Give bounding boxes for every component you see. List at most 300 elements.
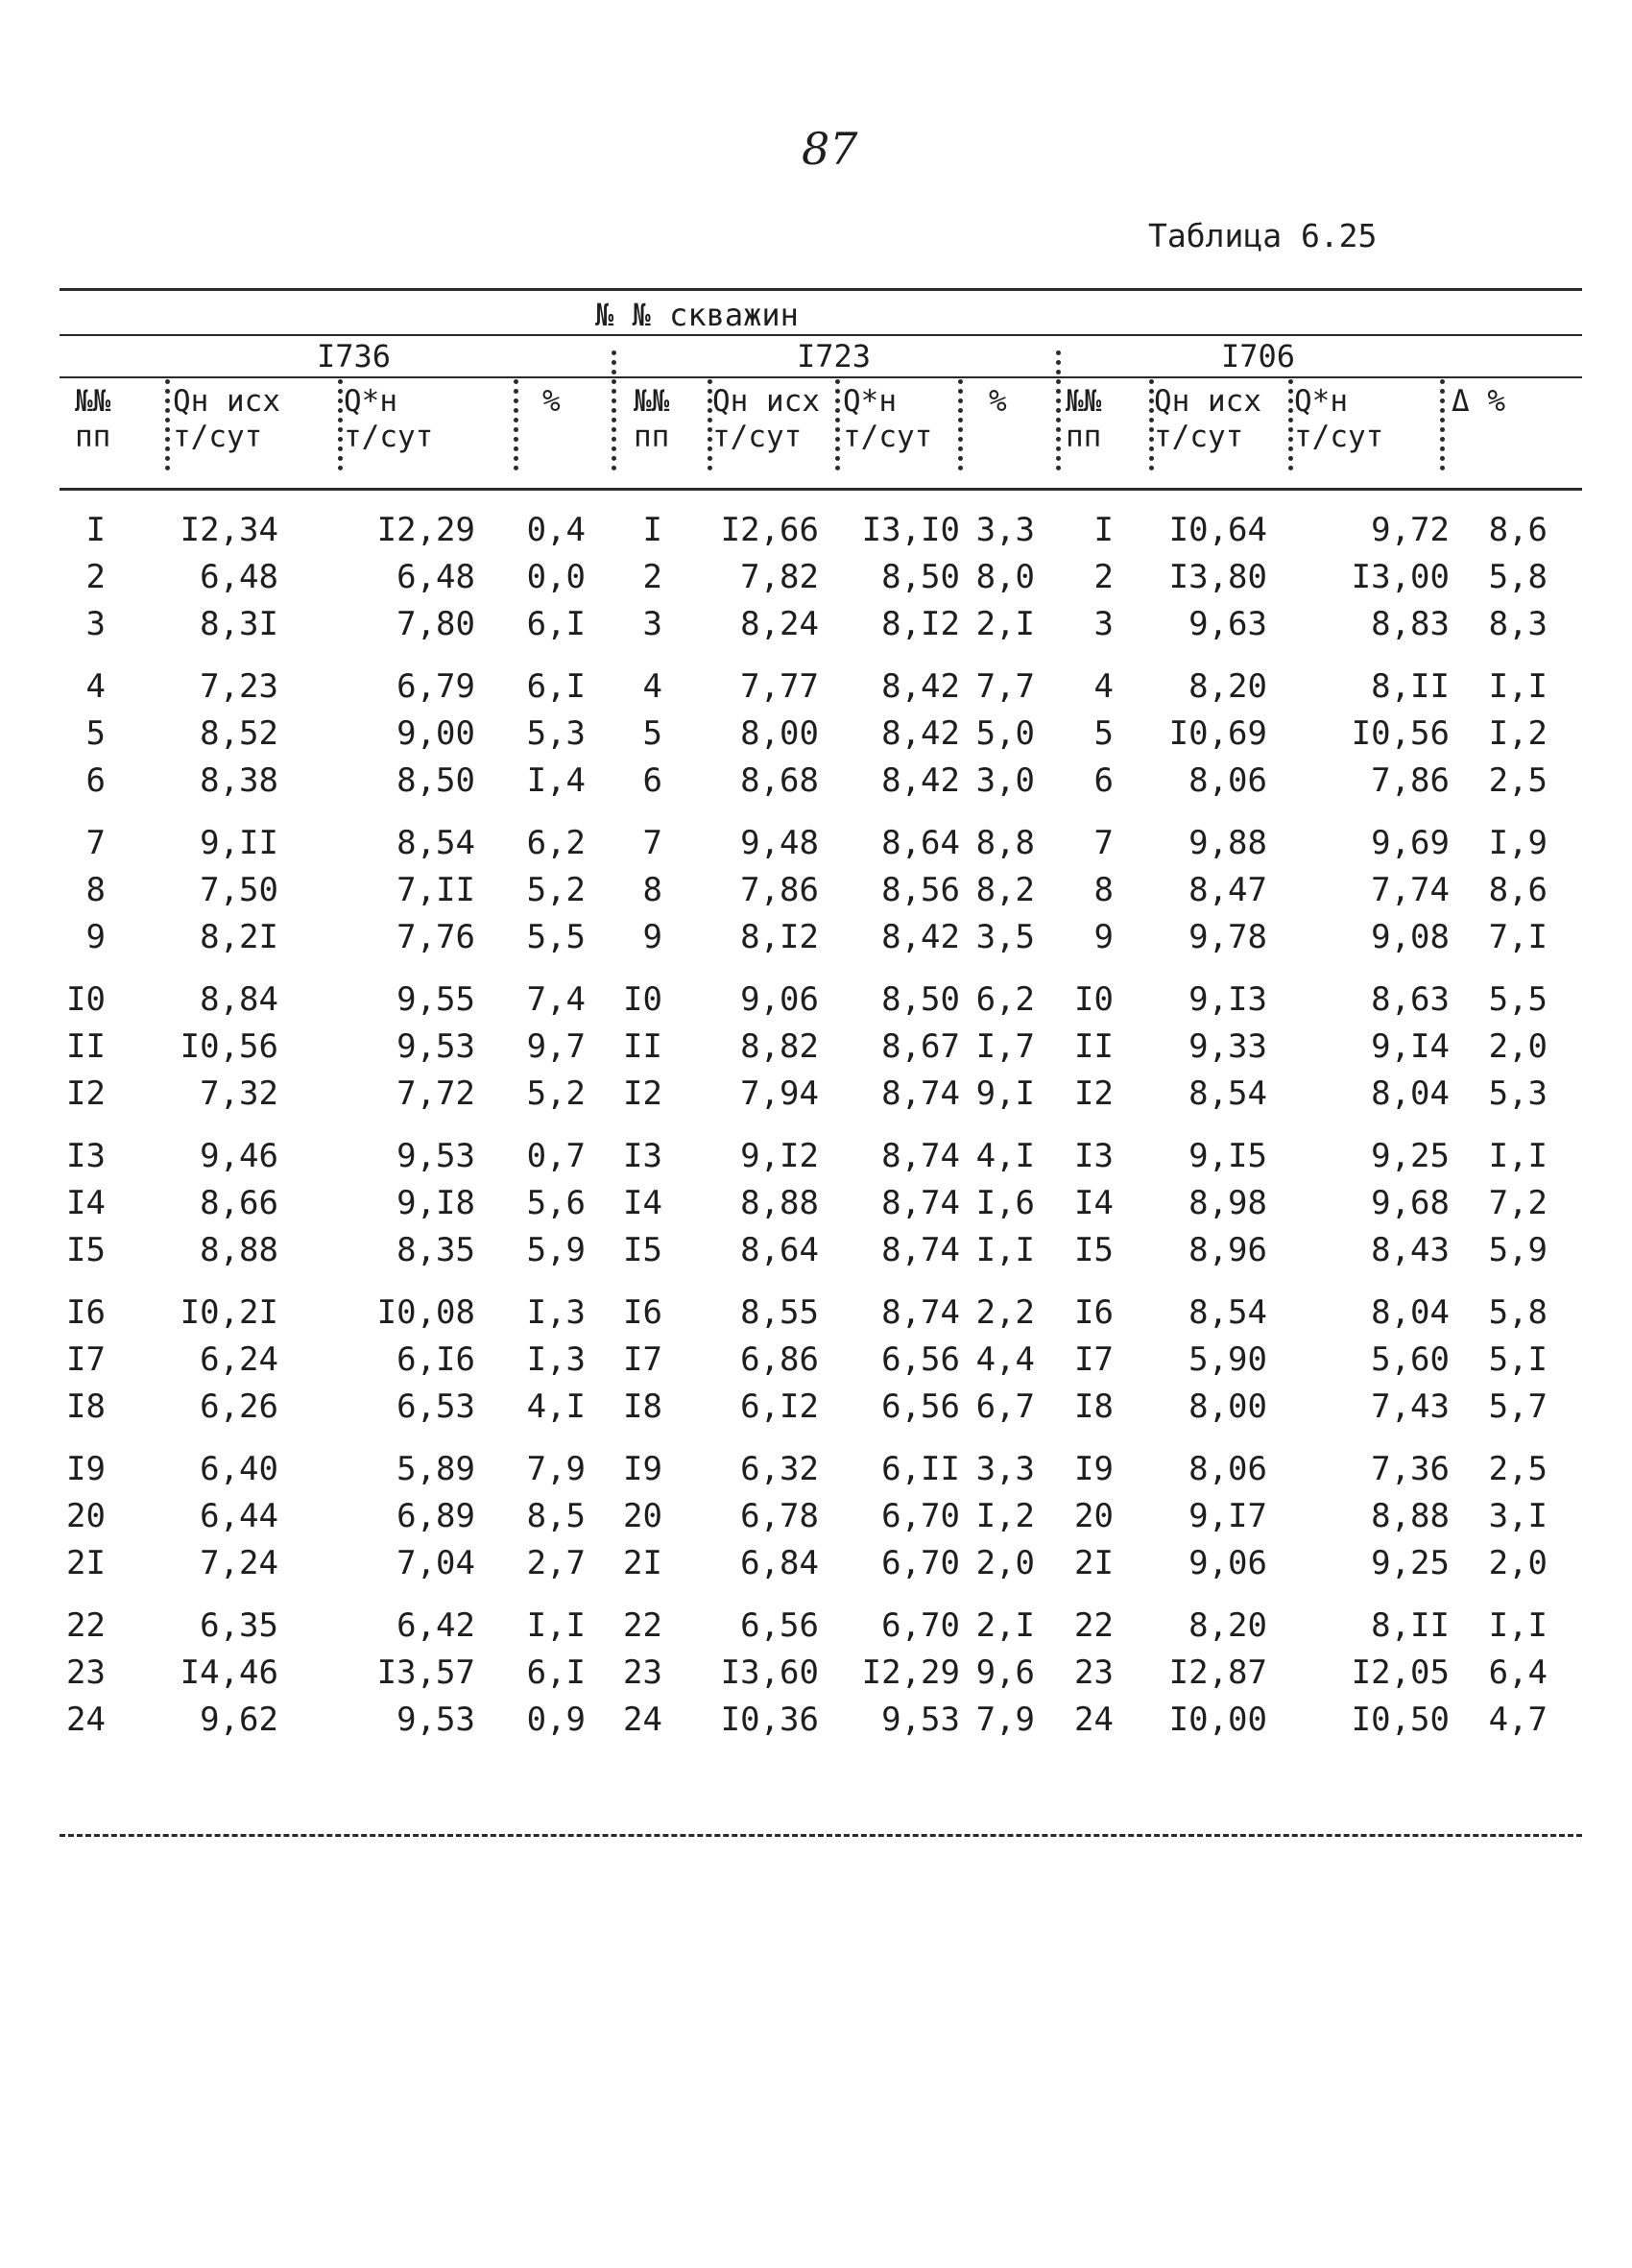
table-cell: 8	[1093, 871, 1114, 909]
table-cell: 8,67	[881, 1027, 960, 1066]
table-cell: 23	[66, 1653, 106, 1692]
table-cell: 8,42	[881, 714, 960, 753]
table-cell: 9,25	[1371, 1544, 1450, 1582]
table-cell: I4	[66, 1184, 106, 1222]
column-header	[1066, 384, 1101, 455]
table-cell: 8,43	[1371, 1231, 1450, 1269]
table-cell: 9,53	[396, 1027, 475, 1066]
table-cell: I2,29	[861, 1653, 960, 1692]
table-cell: 4,4	[975, 1340, 1035, 1379]
separator-col-c	[514, 379, 518, 470]
table-cell: 4	[1093, 667, 1114, 706]
table-cell: 7,2	[1488, 1184, 1548, 1222]
column-header-line1: Qн исх	[1154, 384, 1261, 419]
table-cell: 0,7	[526, 1137, 586, 1175]
table-cell: 0,9	[526, 1701, 586, 1739]
table-cell: 9	[85, 918, 106, 956]
table-cell: 9,72	[1371, 511, 1450, 549]
table-cell: 9,55	[396, 980, 475, 1019]
table-cell: 4,I	[975, 1137, 1035, 1175]
table-cell: 9,62	[200, 1701, 278, 1739]
table-cell: I0,64	[1168, 511, 1267, 549]
table-cell: 9	[1093, 918, 1114, 956]
table-cell: 5,3	[526, 714, 586, 753]
table-cell: 8,83	[1371, 605, 1450, 643]
table-cell: I,2	[975, 1497, 1035, 1535]
table-cell: I0	[623, 980, 662, 1019]
table-cell: I2	[1074, 1074, 1114, 1113]
table-cell: 6,II	[881, 1450, 960, 1488]
table-cell: I8	[623, 1387, 662, 1426]
table-cell: 7	[85, 824, 106, 862]
table-cell: I7	[623, 1340, 662, 1379]
table-cell: 2,I	[975, 1606, 1035, 1645]
table-cell: 9,78	[1188, 918, 1267, 956]
table-cell: 8,50	[396, 761, 475, 800]
table-cell: I2,05	[1351, 1653, 1450, 1692]
table-cell: 6,70	[881, 1606, 960, 1645]
table-cell: I5	[66, 1231, 106, 1269]
table-cell: I2,29	[376, 511, 475, 549]
table-cell: 7,86	[1371, 761, 1450, 800]
table-cell: 3	[1093, 605, 1114, 643]
table-cell: 2,0	[975, 1544, 1035, 1582]
table-cell: I,9	[1488, 824, 1548, 862]
column-header	[1154, 384, 1261, 455]
table-cell: 8,47	[1188, 871, 1267, 909]
group-label-2: I723	[797, 338, 872, 374]
table-cell: 7,36	[1371, 1450, 1450, 1488]
table-cell: 2I	[623, 1544, 662, 1582]
table-cell: 6,42	[396, 1606, 475, 1645]
table-cell: 9,88	[1188, 824, 1267, 862]
table-cell: 6,78	[740, 1497, 819, 1535]
table-cell: I0,36	[720, 1701, 819, 1739]
table-cell: 8,54	[396, 824, 475, 862]
table-cell: 8,42	[881, 918, 960, 956]
table-cell: 2,I	[975, 605, 1035, 643]
table-cell: 8,64	[740, 1231, 819, 1269]
table-cell: 7,72	[396, 1074, 475, 1113]
table-cell: 5,6	[526, 1184, 586, 1222]
table-cell: I,2	[1488, 714, 1548, 753]
table-cell: 5,5	[1488, 980, 1548, 1019]
top-rule	[60, 288, 1582, 291]
table-cell: I8	[66, 1387, 106, 1426]
table-cell: 8,00	[740, 714, 819, 753]
table-cell: I2,66	[720, 511, 819, 549]
table-cell: 4,I	[526, 1387, 586, 1426]
table-cell: I0	[66, 980, 106, 1019]
table-cell: 9,25	[1371, 1137, 1450, 1175]
table-cell: 7	[1093, 824, 1114, 862]
table-cell: 7,50	[200, 871, 278, 909]
table-cell: 9,I3	[1188, 980, 1267, 1019]
table-cell: I2	[623, 1074, 662, 1113]
table-cell: 8,84	[200, 980, 278, 1019]
column-header	[173, 384, 280, 455]
table-cell: 8,55	[740, 1293, 819, 1332]
table-cell: 2	[642, 558, 662, 596]
table-cell: 6,79	[396, 667, 475, 706]
table-cell: 5,2	[526, 871, 586, 909]
table-cell: 8,66	[200, 1184, 278, 1222]
table-cell: 2I	[66, 1544, 106, 1582]
table-cell: II	[1074, 1027, 1114, 1066]
table-cell: 9	[642, 918, 662, 956]
table-cell: 8,8	[975, 824, 1035, 862]
separator-col-b	[338, 379, 343, 470]
table-cell: 8,88	[200, 1231, 278, 1269]
table-cell: 5,90	[1188, 1340, 1267, 1379]
table-cell: 8,0	[975, 558, 1035, 596]
table-cell: 9,7	[526, 1027, 586, 1066]
table-cell: 9,48	[740, 824, 819, 862]
table-cell: 6,7	[975, 1387, 1035, 1426]
separator-col-a	[165, 379, 170, 470]
table-cell: I2,34	[180, 511, 278, 549]
table-cell: 8,88	[740, 1184, 819, 1222]
table-cell: 8	[85, 871, 106, 909]
table-cell: 6,44	[200, 1497, 278, 1535]
table-cell: 8,2	[975, 871, 1035, 909]
separator-col-h	[1288, 379, 1293, 470]
table-cell: I0,56	[1351, 714, 1450, 753]
column-header	[1294, 384, 1383, 455]
column-header-line1: №№	[75, 384, 111, 419]
table-cell: 8,6	[1488, 871, 1548, 909]
table-cell: 9,06	[1188, 1544, 1267, 1582]
column-header-line2: пп	[75, 420, 111, 454]
table-cell: 4	[85, 667, 106, 706]
table-cell: 3,I	[1488, 1497, 1548, 1535]
table-cell: 2,0	[1488, 1027, 1548, 1066]
table-cell: 9,I5	[1188, 1137, 1267, 1175]
table-cell: I	[642, 511, 662, 549]
table-cell: I,6	[975, 1184, 1035, 1222]
table-cell: 8,52	[200, 714, 278, 753]
table-cell: I6	[1074, 1293, 1114, 1332]
table-cell: 8,50	[881, 558, 960, 596]
table-cell: 22	[66, 1606, 106, 1645]
column-header-line2: пп	[1066, 420, 1102, 454]
table-cell: 8,74	[881, 1074, 960, 1113]
table-cell: 3,5	[975, 918, 1035, 956]
table-cell: 7,04	[396, 1544, 475, 1582]
column-header-line2: т/сут	[1154, 420, 1244, 454]
table-cell: 22	[1074, 1606, 1114, 1645]
column-header-line1: Qн исх	[173, 384, 280, 419]
table-cell: I0,69	[1168, 714, 1267, 753]
table-cell: I7	[66, 1340, 106, 1379]
table-cell: I4	[623, 1184, 662, 1222]
table-cell: I	[1093, 511, 1114, 549]
table-cell: I5	[623, 1231, 662, 1269]
table-cell: 6,84	[740, 1544, 819, 1582]
table-cell: 8,2I	[200, 918, 278, 956]
table-cell: 2,7	[526, 1544, 586, 1582]
column-header-line1: %	[989, 384, 1007, 419]
table-cell: 8,35	[396, 1231, 475, 1269]
table-cell: 9,I	[975, 1074, 1035, 1113]
column-header	[712, 384, 820, 455]
table-cell: 6,I2	[740, 1387, 819, 1426]
table-label: Таблица 6.25	[1148, 217, 1378, 254]
table-cell: 7,I	[1488, 918, 1548, 956]
table-cell: II	[66, 1027, 106, 1066]
column-header	[1452, 384, 1505, 420]
table-cell: 7,80	[396, 605, 475, 643]
table-cell: 2,5	[1488, 1450, 1548, 1488]
table-cell: 5	[85, 714, 106, 753]
table-cell: 6,I	[526, 605, 586, 643]
table-cell: 8,II	[1371, 1606, 1450, 1645]
table-cell: 9,46	[200, 1137, 278, 1175]
table-cell: 8,38	[200, 761, 278, 800]
column-header-line2: т/сут	[1294, 420, 1384, 454]
table-cell: 5	[642, 714, 662, 753]
table-cell: 8,II	[1371, 667, 1450, 706]
table-cell: 8	[642, 871, 662, 909]
table-cell: 5,60	[1371, 1340, 1450, 1379]
table-cell: 20	[66, 1497, 106, 1535]
table-cell: I3,60	[720, 1653, 819, 1692]
table-cell: 7,94	[740, 1074, 819, 1113]
column-header-line2: т/сут	[344, 420, 434, 454]
table-cell: 4,7	[1488, 1701, 1548, 1739]
table-cell: 23	[1074, 1653, 1114, 1692]
table-cell: 6,48	[200, 558, 278, 596]
column-header-line1: Q*н	[344, 384, 397, 419]
separator-group-2	[1056, 350, 1061, 470]
table-cell: I3	[1074, 1137, 1114, 1175]
table-cell: 6,I6	[396, 1340, 475, 1379]
table-cell: I9	[1074, 1450, 1114, 1488]
table-cell: 6,I	[526, 667, 586, 706]
table-cell: 6	[85, 761, 106, 800]
table-cell: I6	[66, 1293, 106, 1332]
table-cell: I3,57	[376, 1653, 475, 1692]
title-rule	[60, 334, 1582, 336]
table-cell: 0,0	[526, 558, 586, 596]
table-cell: 6,53	[396, 1387, 475, 1426]
column-header-line1: Δ %	[1452, 384, 1505, 419]
table-cell: 5,9	[526, 1231, 586, 1269]
table-cell: 8,06	[1188, 1450, 1267, 1488]
column-header-line2: т/сут	[173, 420, 263, 454]
table-cell: 6	[1093, 761, 1114, 800]
table-cell: 7,82	[740, 558, 819, 596]
table-cell: 9,I7	[1188, 1497, 1267, 1535]
table-cell: 8,68	[740, 761, 819, 800]
column-header	[344, 384, 433, 455]
table-cell: 9,I4	[1371, 1027, 1450, 1066]
table-cell: I,I	[975, 1231, 1035, 1269]
table-cell: 7	[642, 824, 662, 862]
table-cell: 8,74	[881, 1184, 960, 1222]
table-cell: 6,86	[740, 1340, 819, 1379]
table-cell: 8,96	[1188, 1231, 1267, 1269]
table-cell: 3	[642, 605, 662, 643]
group-rule	[60, 376, 1582, 378]
table-cell: 8,5	[526, 1497, 586, 1535]
separator-col-f	[958, 379, 963, 470]
page-number: 87	[802, 123, 858, 175]
table-cell: 7,23	[200, 667, 278, 706]
column-header-line2: пп	[634, 420, 670, 454]
table-cell: I,I	[1488, 1606, 1548, 1645]
table-cell: 8,42	[881, 667, 960, 706]
table-cell: 6,32	[740, 1450, 819, 1488]
table-cell: 6,89	[396, 1497, 475, 1535]
table-cell: I4,46	[180, 1653, 278, 1692]
table-cell: I,7	[975, 1027, 1035, 1066]
table-cell: 6,35	[200, 1606, 278, 1645]
table-cell: 5,7	[1488, 1387, 1548, 1426]
column-header-line1: Q*н	[843, 384, 897, 419]
table-cell: I7	[1074, 1340, 1114, 1379]
table-cell: 3,3	[975, 1450, 1035, 1488]
group-label-1: I736	[317, 338, 392, 374]
table-cell: 8,04	[1371, 1074, 1450, 1113]
table-cell: 8,54	[1188, 1074, 1267, 1113]
table-cell: 9,53	[881, 1701, 960, 1739]
column-header	[634, 384, 669, 455]
table-cell: 7,9	[526, 1450, 586, 1488]
column-header-line1: Qн исх	[712, 384, 820, 419]
column-header-line2: т/сут	[712, 420, 803, 454]
table-cell: 2,5	[1488, 761, 1548, 800]
table-cell: 9,33	[1188, 1027, 1267, 1066]
table-cell: 8,56	[881, 871, 960, 909]
table-cell: 8,24	[740, 605, 819, 643]
table-cell: 7,7	[975, 667, 1035, 706]
table-cell: 5,5	[526, 918, 586, 956]
table-cell: I2,87	[1168, 1653, 1267, 1692]
column-header-line1: №№	[1066, 384, 1102, 419]
table-cell: I6	[623, 1293, 662, 1332]
table-cell: I,I	[1488, 667, 1548, 706]
table-cell: I0,2I	[180, 1293, 278, 1332]
table-cell: 4	[642, 667, 662, 706]
table-cell: 6,4	[1488, 1653, 1548, 1692]
separator-col-i	[1440, 379, 1445, 470]
table-cell: 6,56	[881, 1340, 960, 1379]
table-cell: 8,3	[1488, 605, 1548, 643]
table-cell: 8,3I	[200, 605, 278, 643]
table-cell: 7,24	[200, 1544, 278, 1582]
table-cell: 8,54	[1188, 1293, 1267, 1332]
table-cell: 6,48	[396, 558, 475, 596]
table-cell: 6,70	[881, 1497, 960, 1535]
table-cell: 9,68	[1371, 1184, 1450, 1222]
table-cell: 24	[1074, 1701, 1114, 1739]
table-cell: 7,II	[396, 871, 475, 909]
table-cell: 9,I2	[740, 1137, 819, 1175]
table-cell: 7,86	[740, 871, 819, 909]
column-header	[542, 384, 561, 420]
table-cell: 5,89	[396, 1450, 475, 1488]
table-cell: I9	[66, 1450, 106, 1488]
table-cell: 9,53	[396, 1137, 475, 1175]
table-cell: 8,I2	[740, 918, 819, 956]
table-cell: 8,64	[881, 824, 960, 862]
table-cell: 6,40	[200, 1450, 278, 1488]
table-cell: 20	[1074, 1497, 1114, 1535]
table-cell: 2	[1093, 558, 1114, 596]
table-cell: 5,8	[1488, 1293, 1548, 1332]
table-cell: 8,00	[1188, 1387, 1267, 1426]
table-cell: 7,43	[1371, 1387, 1450, 1426]
table-cell: I0	[1074, 980, 1114, 1019]
column-header-line1: Q*н	[1294, 384, 1348, 419]
table-cell: 8,74	[881, 1293, 960, 1332]
table-cell: 5	[1093, 714, 1114, 753]
table-cell: 5,3	[1488, 1074, 1548, 1113]
table-cell: I3	[623, 1137, 662, 1175]
table-cell: 8,42	[881, 761, 960, 800]
group-label-3: I706	[1221, 338, 1296, 374]
table-cell: 9,08	[1371, 918, 1450, 956]
separator-col-e	[835, 379, 840, 470]
table-cell: 9,69	[1371, 824, 1450, 862]
table-cell: I3,80	[1168, 558, 1267, 596]
table-cell: 8,74	[881, 1137, 960, 1175]
table-cell: I,I	[526, 1606, 586, 1645]
table-cell: I,I	[1488, 1137, 1548, 1175]
table-cell: 3,0	[975, 761, 1035, 800]
table-cell: 6,2	[526, 824, 586, 862]
table-cell: 5,I	[1488, 1340, 1548, 1379]
table-cell: 8,63	[1371, 980, 1450, 1019]
table-cell: 6,70	[881, 1544, 960, 1582]
table-cell: I,4	[526, 761, 586, 800]
table-cell: 7,4	[526, 980, 586, 1019]
table-cell: 23	[623, 1653, 662, 1692]
table-cell: 9,I8	[396, 1184, 475, 1222]
table-cell: 5,2	[526, 1074, 586, 1113]
table-cell: I	[85, 511, 106, 549]
table-cell: I9	[623, 1450, 662, 1488]
table-cell: 2I	[1074, 1544, 1114, 1582]
table-cell: 6,24	[200, 1340, 278, 1379]
table-cell: II	[623, 1027, 662, 1066]
table-cell: 8,I2	[881, 605, 960, 643]
table-cell: I3,I0	[861, 511, 960, 549]
table-cell: I,3	[526, 1293, 586, 1332]
table-cell: 6,26	[200, 1387, 278, 1426]
table-cell: 6,2	[975, 980, 1035, 1019]
table-cell: 9,00	[396, 714, 475, 753]
table-cell: I0,08	[376, 1293, 475, 1332]
table-cell: 8,6	[1488, 511, 1548, 549]
table-cell: I0,56	[180, 1027, 278, 1066]
table-cell: 9,6	[975, 1653, 1035, 1692]
table-cell: 0,4	[526, 511, 586, 549]
table-cell: 6,I	[526, 1653, 586, 1692]
table-cell: 22	[623, 1606, 662, 1645]
table-cell: I,3	[526, 1340, 586, 1379]
table-cell: I0,00	[1168, 1701, 1267, 1739]
bottom-rule	[60, 1834, 1582, 1837]
table-cell: 20	[623, 1497, 662, 1535]
column-header-line2: т/сут	[843, 420, 933, 454]
table-cell: 7,77	[740, 667, 819, 706]
table-cell: 8,98	[1188, 1184, 1267, 1222]
table-cell: 6	[642, 761, 662, 800]
table-cell: 2,2	[975, 1293, 1035, 1332]
table-cell: 3,3	[975, 511, 1035, 549]
